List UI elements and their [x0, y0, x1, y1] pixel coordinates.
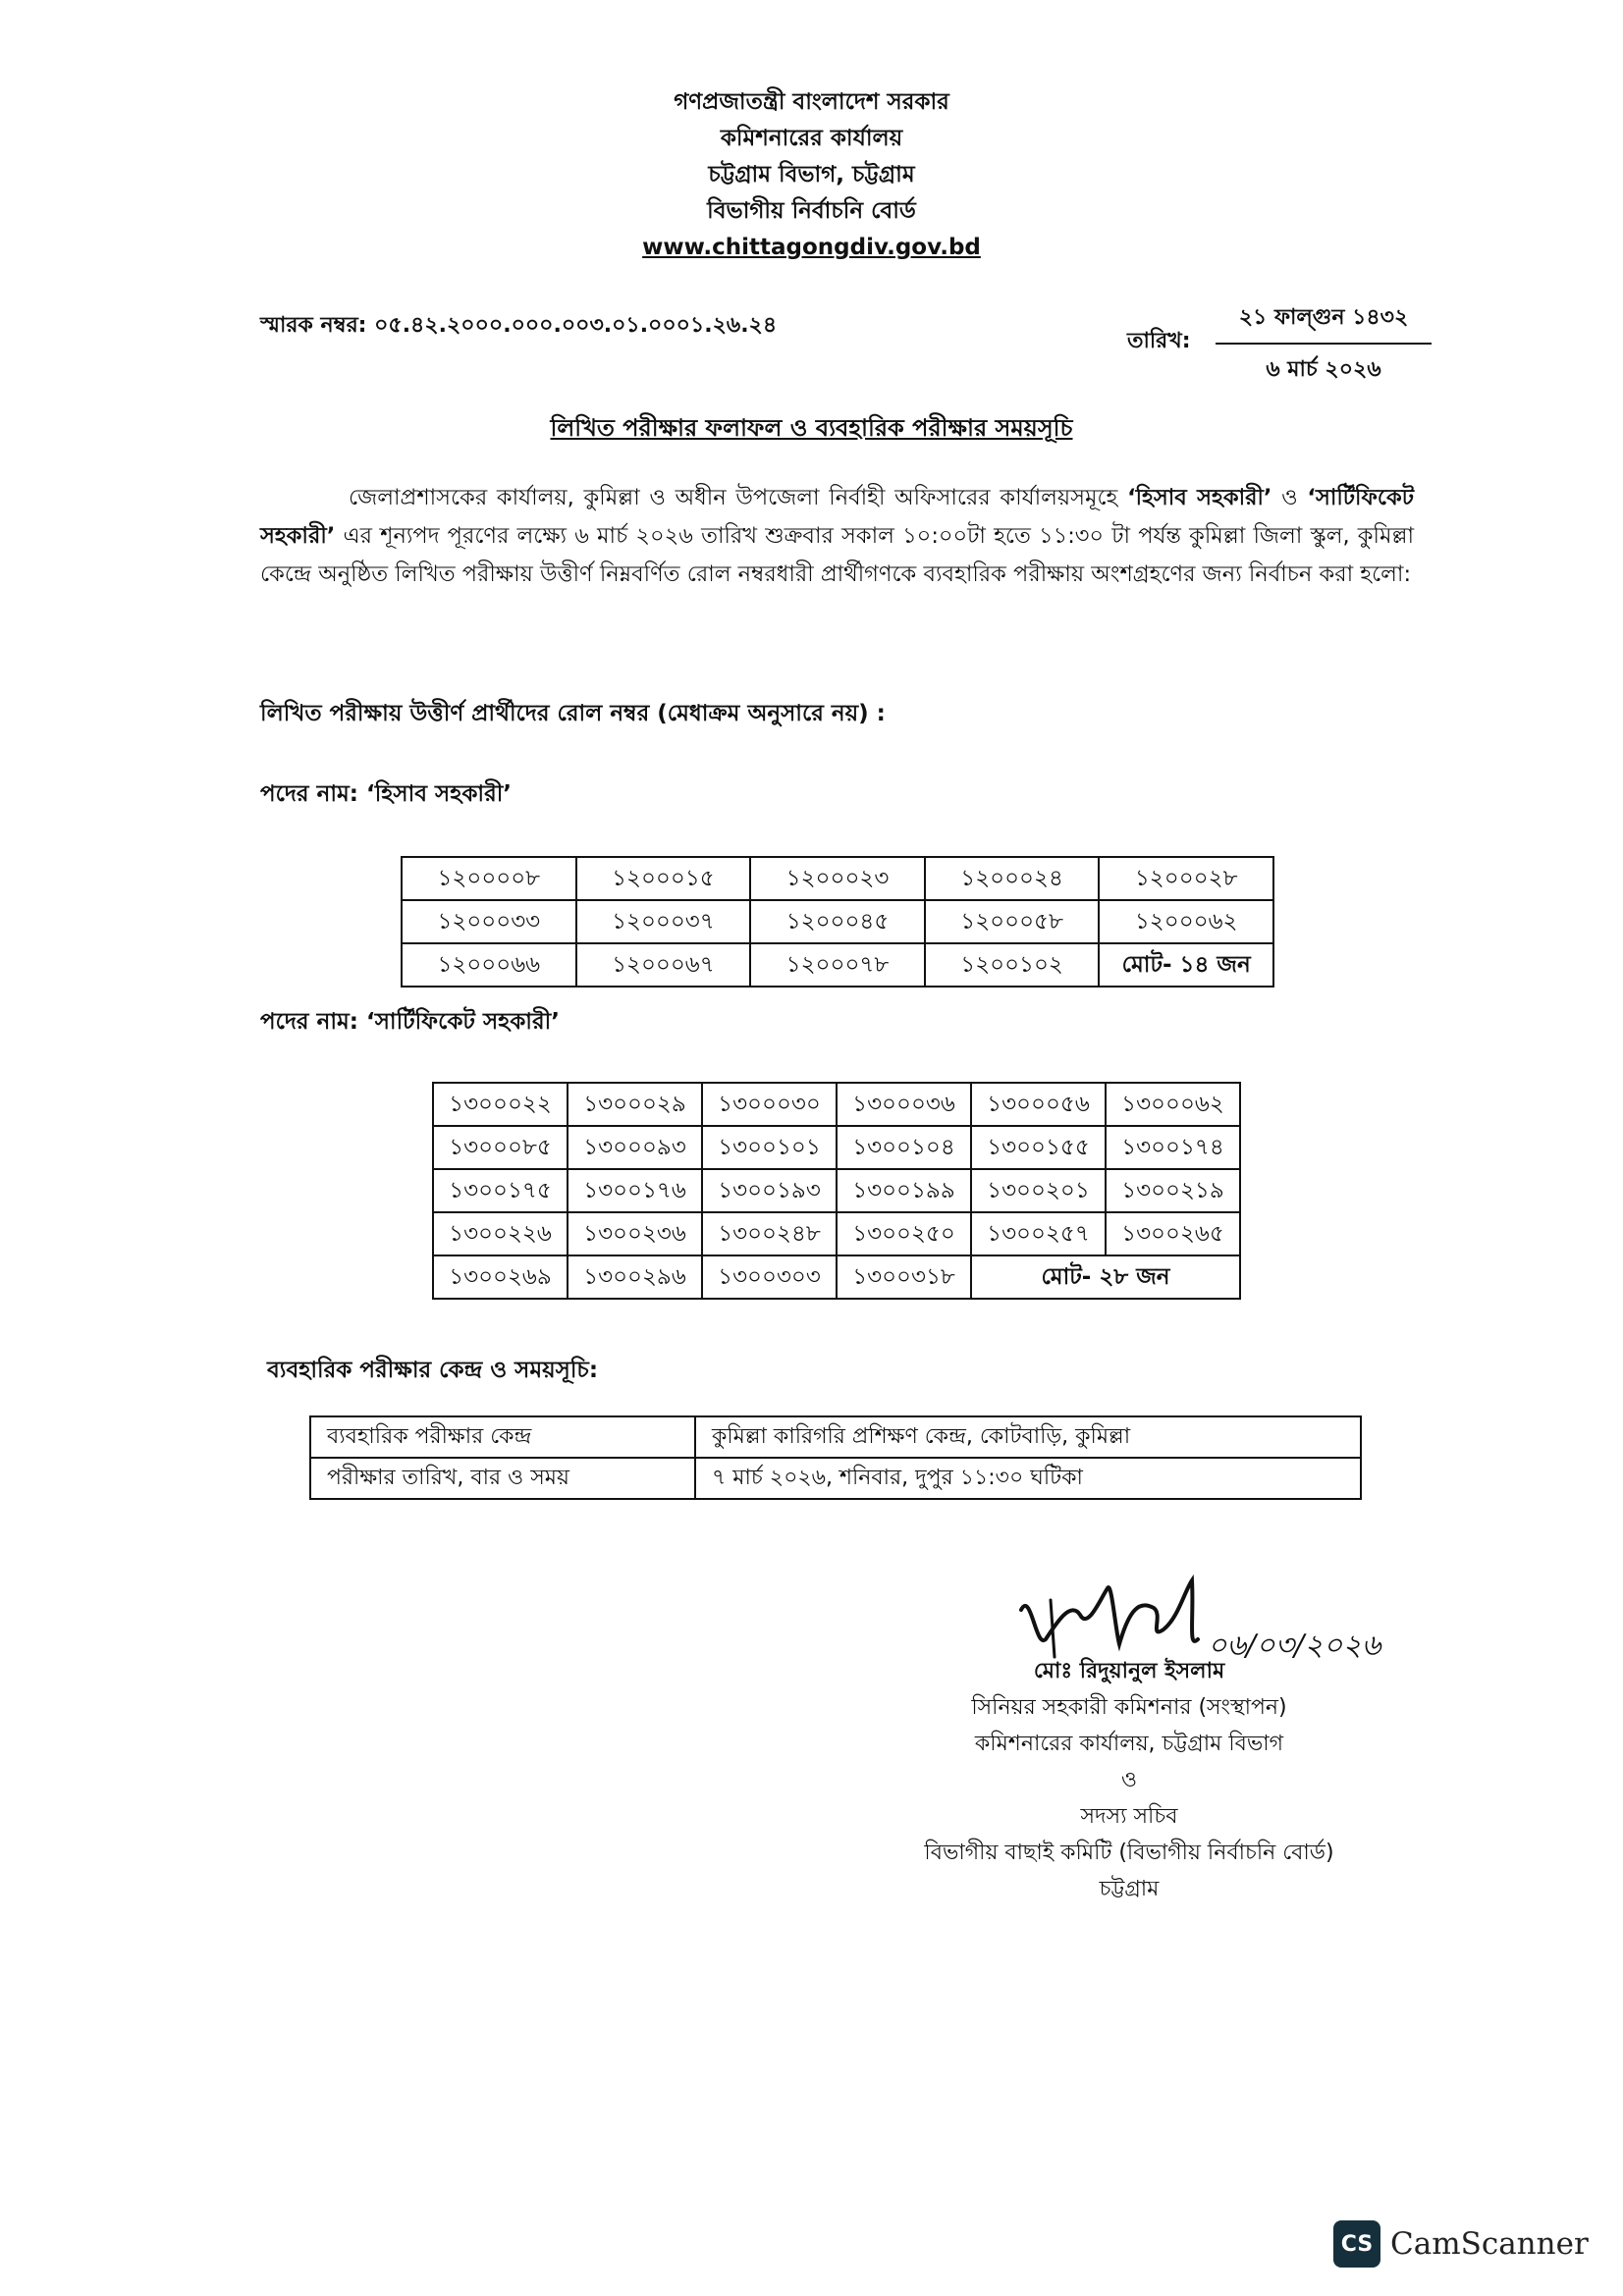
roll-cell: ১২০০০২৩	[750, 857, 925, 900]
table-row	[433, 1212, 1240, 1255]
table-row	[433, 1083, 1240, 1126]
roll-cell: ১৩০০২৪৮	[702, 1212, 837, 1255]
post-name-1: ‘হিসাব সহকারী’	[1127, 485, 1272, 510]
table-row	[402, 900, 1273, 943]
roll-cell: ১৩০০১৯৩	[702, 1169, 837, 1212]
table-row	[310, 1416, 1361, 1458]
signature-date: ০৬/০৩/২০২৬	[1208, 1629, 1381, 1663]
roll-cell: ১২০০০৬৭	[576, 943, 751, 987]
roll-cell: ১৩০০০৩৬	[837, 1083, 971, 1126]
signatory-place: চট্টগ্রাম	[1099, 1877, 1160, 1901]
roll-cell: ১২০০০৭৮	[750, 943, 925, 987]
roll-cell: ১৩০০১৭৫	[433, 1169, 568, 1212]
signatory-block	[854, 1653, 1404, 1907]
roll-cell: ১৩০০২৫৭	[971, 1212, 1106, 1255]
division-name: চট্টগ্রাম বিভাগ, চট্টগ্রাম	[708, 162, 915, 187]
roll-cell: ১৩০০২১৯	[1106, 1169, 1240, 1212]
roll-cell: ১৩০০২০১	[971, 1169, 1106, 1212]
roll-cell: ১৩০০২৩৬	[568, 1212, 702, 1255]
signatory-role: সদস্য সচিব	[1080, 1804, 1178, 1829]
roll-cell: ১৩০০০৫৬	[971, 1083, 1106, 1126]
roll-cell: ১৩০০০৩০	[702, 1083, 837, 1126]
roll-cell: ১২০০০০৮	[402, 857, 576, 900]
roll-cell: ১৩০০০৯৩	[568, 1126, 702, 1169]
roll-cell: ১২০০০২৮	[1099, 857, 1273, 900]
roll-cell: ১৩০০১৯৯	[837, 1169, 971, 1212]
practical-schedule-table	[309, 1415, 1362, 1500]
roll-cell: ১২০০০৬৬	[402, 943, 576, 987]
time-value: ৭ মার্চ ২০২৬, শনিবার, দুপুর ১১:৩০ ঘটিকা	[695, 1458, 1361, 1499]
roll-cell: ১৩০০১৭৪	[1106, 1126, 1240, 1169]
roll-cell: ১৩০০০৬২	[1106, 1083, 1240, 1126]
subject-heading: লিখিত পরীক্ষার ফলাফল ও ব্যবহারিক পরীক্ষার সময়সূচি	[550, 414, 1073, 442]
practical-heading: ব্যবহারিক পরীক্ষার কেন্দ্র ও সময়সূচি:	[267, 1358, 599, 1383]
camscanner-text: CamScanner	[1390, 2226, 1589, 2262]
body-text-3: এর শূন্যপদ পূরণের লক্ষ্যে ৬ মার্চ ২০২৬ তারিখ শুক্রবার সকাল ১০:০০টা হতে ১১:৩০ টা পর্যন্ত কুমিল্লা জিলা স্কুল, কুমিল্লা কেন্দ্রে অনুষ্ঠিত লিখিত পরীক্ষায় উত্তীর্ণ নিম্নবর্ণিত রোল নম্বরধারী প্রার্থীগণকে ব্যবহারিক পরীক্ষায় অংশগ্রহণের জন্য নির্বাচন করা হলো:	[260, 523, 1414, 587]
roll-cell: ১৩০০১০১	[702, 1126, 837, 1169]
roll-cell: ১৩০০১৫৫	[971, 1126, 1106, 1169]
roll-cell: ১৩০০২৬৫	[1106, 1212, 1240, 1255]
center-value: কুমিল্লা কারিগরি প্রশিক্ষণ কেন্দ্র, কোটবাড়ি, কুমিল্লা	[695, 1416, 1361, 1458]
table-row	[433, 1169, 1240, 1212]
roll-cell: ১৩০০১০৪	[837, 1126, 971, 1169]
roll-cell: ১৩০০০২৯	[568, 1083, 702, 1126]
roll-cell: ১৩০০০২২	[433, 1083, 568, 1126]
table-row	[433, 1126, 1240, 1169]
table-row	[310, 1458, 1361, 1499]
post2-roll-table	[432, 1082, 1241, 1300]
camscanner-logo-icon: CS	[1333, 2220, 1380, 2268]
date-english: ৬ মার্চ ২০২৬	[1266, 357, 1381, 382]
roll-cell: ১২০০০১৫	[576, 857, 751, 900]
roll-cell: ১৩০০৩১৮	[837, 1255, 971, 1299]
date-label: তারিখ:	[1127, 329, 1191, 353]
roll-cell: ১৩০০৩০৩	[702, 1255, 837, 1299]
body-text-1: জেলাপ্রশাসকের কার্যালয়, কুমিল্লা ও অধীন উপজেলা নির্বাহী অফিসারের কার্যালয়সমূহে	[349, 485, 1128, 510]
signatory-committee: বিভাগীয় বাছাই কমিটি (বিভাগীয় নির্বাচনি বোর্ড)	[924, 1841, 1334, 1865]
memo-number: স্মারক নম্বর: ০৫.৪২.২০০০.০০০.০০৩.০১.০০০১.২৬.২৪	[260, 313, 778, 338]
post2-heading: পদের নাম: ‘সার্টিফিকেট সহকারী’	[260, 1009, 560, 1035]
govt-name: গণপ্রজাতন্ত্রী বাংলাদেশ সরকার	[674, 89, 949, 115]
roll-cell: ১৩০০২৬৯	[433, 1255, 568, 1299]
signatory-and: ও	[1120, 1768, 1138, 1792]
office-name: কমিশনারের কার্যালয়	[720, 126, 903, 151]
roll-cell: ১৩০০২৫০	[837, 1212, 971, 1255]
roll-cell: ১২০০০২৪	[925, 857, 1100, 900]
post1-heading: পদের নাম: ‘হিসাব সহকারী’	[260, 781, 513, 807]
roll-cell: ১২০০০৪৫	[750, 900, 925, 943]
roll-cell: ১২০০০৫৮	[925, 900, 1100, 943]
center-label: ব্যবহারিক পরীক্ষার কেন্দ্র	[310, 1416, 695, 1458]
post-name-2: ‘সার্টিফিকেট সহকারী’	[260, 485, 1414, 549]
date-block	[1216, 300, 1432, 389]
table-row	[402, 943, 1273, 987]
table-row	[433, 1255, 1240, 1299]
website-link[interactable]: www.chittagongdiv.gov.bd	[642, 235, 981, 260]
passed-heading: লিখিত পরীক্ষায় উত্তীর্ণ প্রার্থীদের রোল নম্বর (মেধাক্রম অনুসারে নয়) :	[260, 701, 886, 726]
board-name: বিভাগীয় নির্বাচনি বোর্ড	[707, 198, 916, 224]
roll-cell: ১২০০০৩৩	[402, 900, 576, 943]
date-bangla: ২১ ফাল্গুন ১৪৩২	[1216, 300, 1432, 345]
signatory-office: কমিশনারের কার্যালয়, চট্টগ্রাম বিভাগ	[974, 1732, 1284, 1756]
signatory-name: মোঃ রিদুয়ানুল ইসলাম	[1033, 1659, 1225, 1683]
roll-cell: ১৩০০০৮৫	[433, 1126, 568, 1169]
roll-cell: ১৩০০২৯৬	[568, 1255, 702, 1299]
post1-roll-table	[401, 856, 1274, 988]
roll-cell: ১৩০০১৭৬	[568, 1169, 702, 1212]
roll-cell: ১২০০০৬২	[1099, 900, 1273, 943]
camscanner-watermark	[1333, 2220, 1589, 2268]
body-text-2: ও	[1271, 485, 1308, 510]
roll-cell: ১২০০১০২	[925, 943, 1100, 987]
signatory-title: সিনিয়র সহকারী কমিশনার (সংস্থাপন)	[971, 1695, 1287, 1720]
total-cell: মোট- ২৮ জন	[971, 1255, 1240, 1299]
roll-cell: ১২০০০৩৭	[576, 900, 751, 943]
table-row	[402, 857, 1273, 900]
letterhead	[0, 84, 1623, 266]
total-cell: মোট- ১৪ জন	[1099, 943, 1273, 987]
body-paragraph	[260, 479, 1414, 594]
roll-cell: ১৩০০২২৬	[433, 1212, 568, 1255]
time-label: পরীক্ষার তারিখ, বার ও সময়	[310, 1458, 695, 1499]
